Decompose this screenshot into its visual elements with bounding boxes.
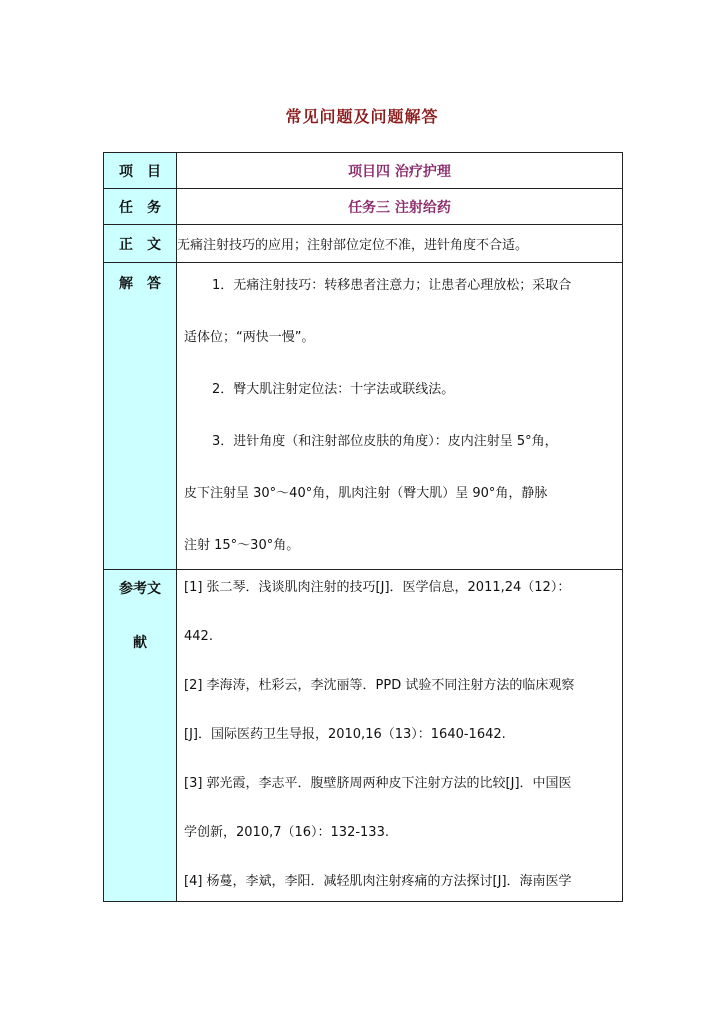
ref2-line2: [J]．国际医药卫生导报，2010,16（13）：1640-1642. [184, 727, 506, 742]
references-label-line1: 参考文 [119, 581, 161, 597]
page-title: 常见问题及问题解答 [285, 107, 439, 126]
content-label-cell [104, 225, 177, 263]
answer-label-cell [104, 263, 177, 570]
answer-item1-line1: 1．无痛注射技巧：转移患者注意力；让患者心理放松；采取合 [212, 278, 572, 293]
answer-item3-line2: 皮下注射呈 30°～40°角，肌肉注射（臀大肌）呈 90°角，静脉 [184, 486, 548, 501]
ref4-line1: [4] 杨蔓，李斌，李阳．减轻肌肉注射疼痛的方法探讨[J]．海南医学 [184, 874, 572, 889]
ref1-line1: [1] 张二琴．浅谈肌肉注射的技巧[J]．医学信息，2011,24（12）： [184, 580, 571, 595]
answer-row [104, 263, 623, 570]
content-value: 无痛注射技巧的应用；注射部位定位不准，进针角度不合适。 [177, 225, 623, 263]
task-row [104, 189, 623, 225]
project-label: 项目 [119, 163, 175, 180]
answer-label: 解答 [119, 276, 175, 292]
project-label-cell [104, 153, 177, 189]
references-row [104, 570, 623, 902]
references-label-line2: 献 [133, 635, 147, 651]
task-label: 任务 [119, 199, 175, 216]
ref3-line1: [3] 郭光霞，李志平．腹壁脐周两种皮下注射方法的比较[J]．中国医 [184, 776, 572, 791]
ref2-line1: [2] 李海涛，杜彩云，李沈丽等．PPD 试验不同注射方法的临床观察 [184, 678, 575, 693]
answer-item2: 2．臀大肌注射定位法：十字法或联线法。 [212, 382, 455, 397]
project-value: 项目四 治疗护理 [177, 153, 623, 189]
content-label: 正文 [119, 236, 175, 253]
answer-item3-line1: 3．进针角度（和注射部位皮肤的角度）：皮内注射呈 5°角， [212, 434, 558, 449]
project-row [104, 153, 623, 189]
ref3-line2: 学创新，2010,7（16）：132-133. [184, 825, 389, 840]
ref1-line2: 442. [184, 629, 213, 644]
answer-item1-line2: 适体位；“两快一慢”。 [184, 330, 315, 345]
content-row [104, 225, 623, 263]
references-label-cell [104, 570, 177, 902]
task-label-cell [104, 189, 177, 225]
answer-body [177, 263, 623, 570]
references-body [177, 570, 623, 902]
qa-table [103, 152, 623, 902]
answer-item3-line3: 注射 15°～30°角。 [184, 538, 300, 553]
task-value: 任务三 注射给药 [177, 189, 623, 225]
